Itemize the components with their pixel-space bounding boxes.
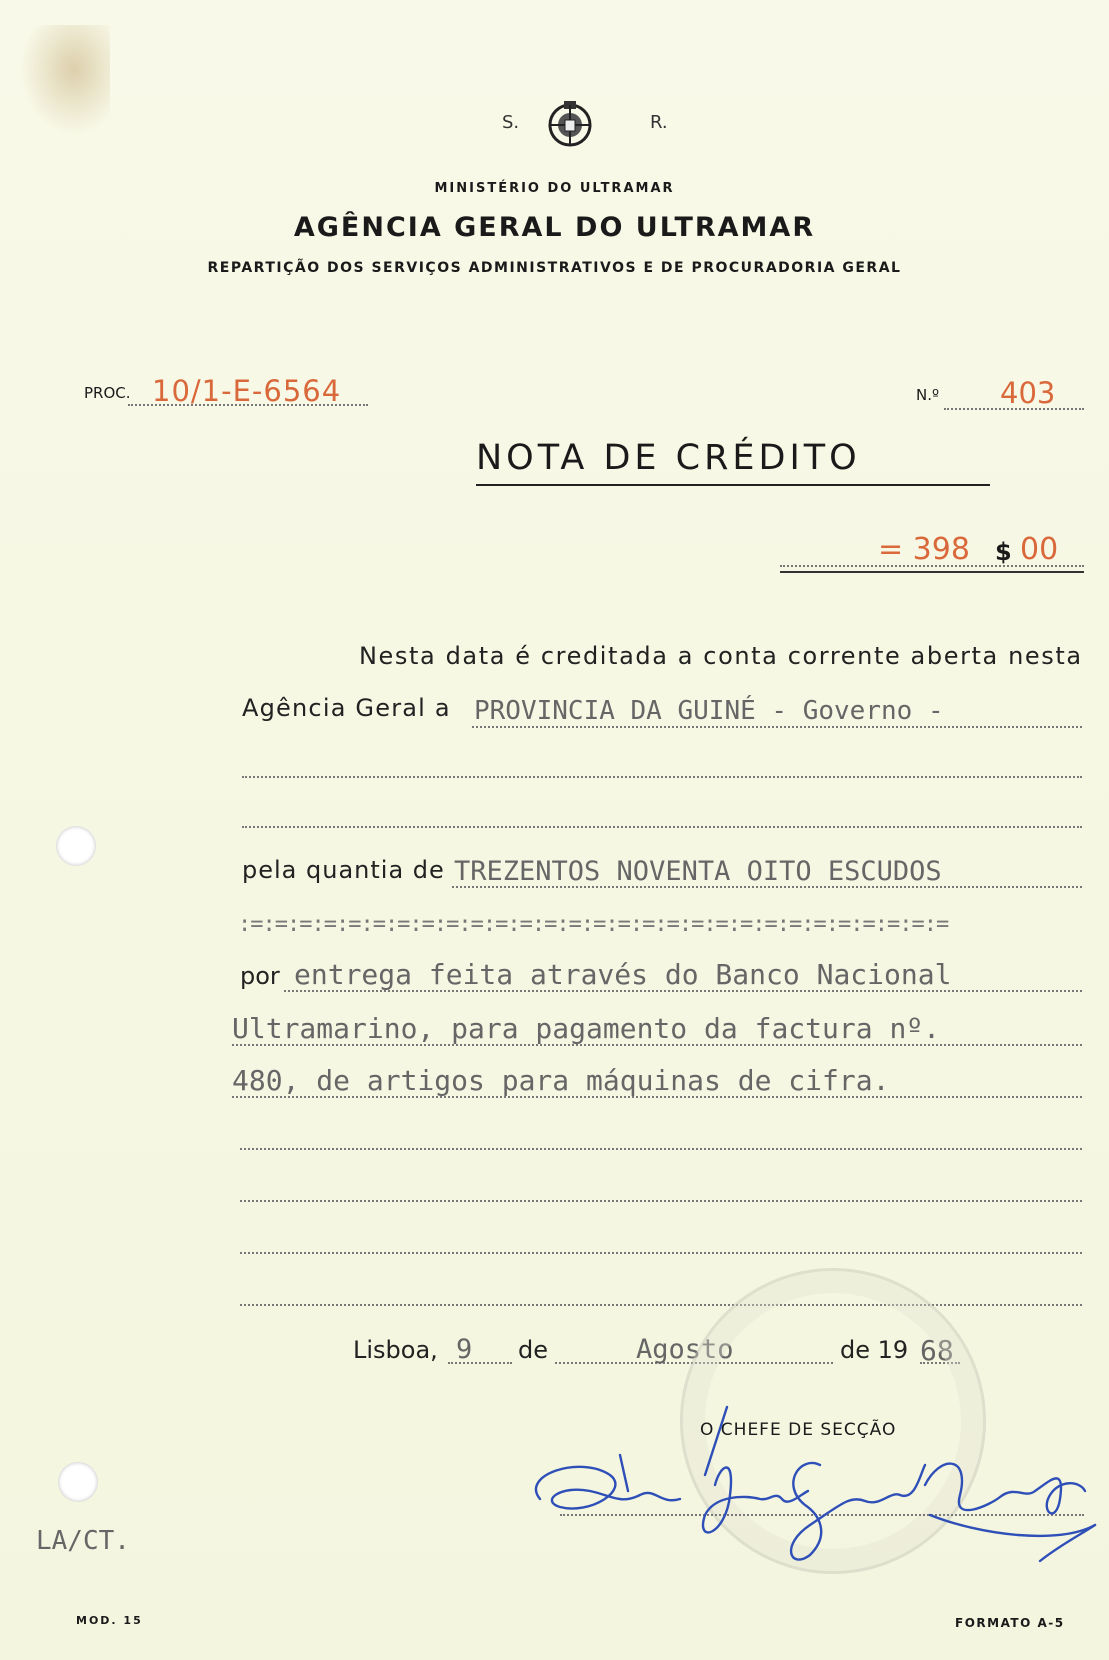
coat-of-arms-icon [542,95,598,151]
ministry-name: MINISTÉRIO DO ULTRAMAR [434,181,675,196]
punch-hole-top [56,826,96,866]
quantia-label: pela quantia de [242,856,445,884]
amount-cents: 00 [1020,532,1059,567]
signature-title: O CHEFE DE SECÇÃO [700,1420,897,1440]
number-value: 403 [1000,376,1056,410]
reason-line-2: Ultramarino, para pagamento da factura nº. [232,1012,941,1045]
credit-statement: Nesta data é creditada a conta corrente aberta nesta [359,642,1083,670]
document-title: NOTA DE CRÉDITO [476,438,861,478]
format-label: FORMATO A-5 [955,1616,1065,1630]
amount-value: = 398 [878,532,970,567]
por-label: por [240,962,280,990]
date-day: 9 [456,1334,473,1365]
proc-label: PROC. [84,384,131,402]
header-r: R. [650,112,668,133]
model-number: MOD. 15 [76,1614,143,1627]
punch-hole-bottom [58,1462,98,1502]
date-de-1: de [518,1336,548,1364]
reason-line-3: 480, de artigos para máquinas de cifra. [232,1064,890,1097]
header-s: S. [502,112,520,133]
initials: LA/CT. [36,1526,130,1556]
date-de-2: de 19 [840,1336,909,1364]
agencia-label: Agência Geral a [242,694,451,722]
filler-line: :=:=:=:=:=:=:=:=:=:=:=:=:=:=:=:=:=:=:=:=:=:=:=:=:=:=:=:=:= [238,912,949,937]
proc-number: 10/1-E-6564 [152,374,342,408]
date-year: 68 [920,1334,954,1367]
handwritten-signature [520,1395,1100,1570]
reason-line-1: entrega feita através do Banco Nacional [294,958,952,991]
amount-sign: $ [995,538,1012,566]
beneficiary-value: PROVINCIA DA GUINÉ - Governo - [474,696,944,726]
amount-in-words: TREZENTOS NOVENTA OITO ESCUDOS [454,856,942,887]
date-city: Lisboa, [353,1336,438,1364]
date-month: Agosto [636,1334,734,1365]
agency-name: AGÊNCIA GERAL DO ULTRAMAR [293,212,816,243]
rust-stain [20,25,110,135]
department-name: REPARTIÇÃO DOS SERVIÇOS ADMINISTRATIVOS E DE PROCURADORIA GERAL [207,260,902,276]
number-label: N.º [916,386,940,404]
